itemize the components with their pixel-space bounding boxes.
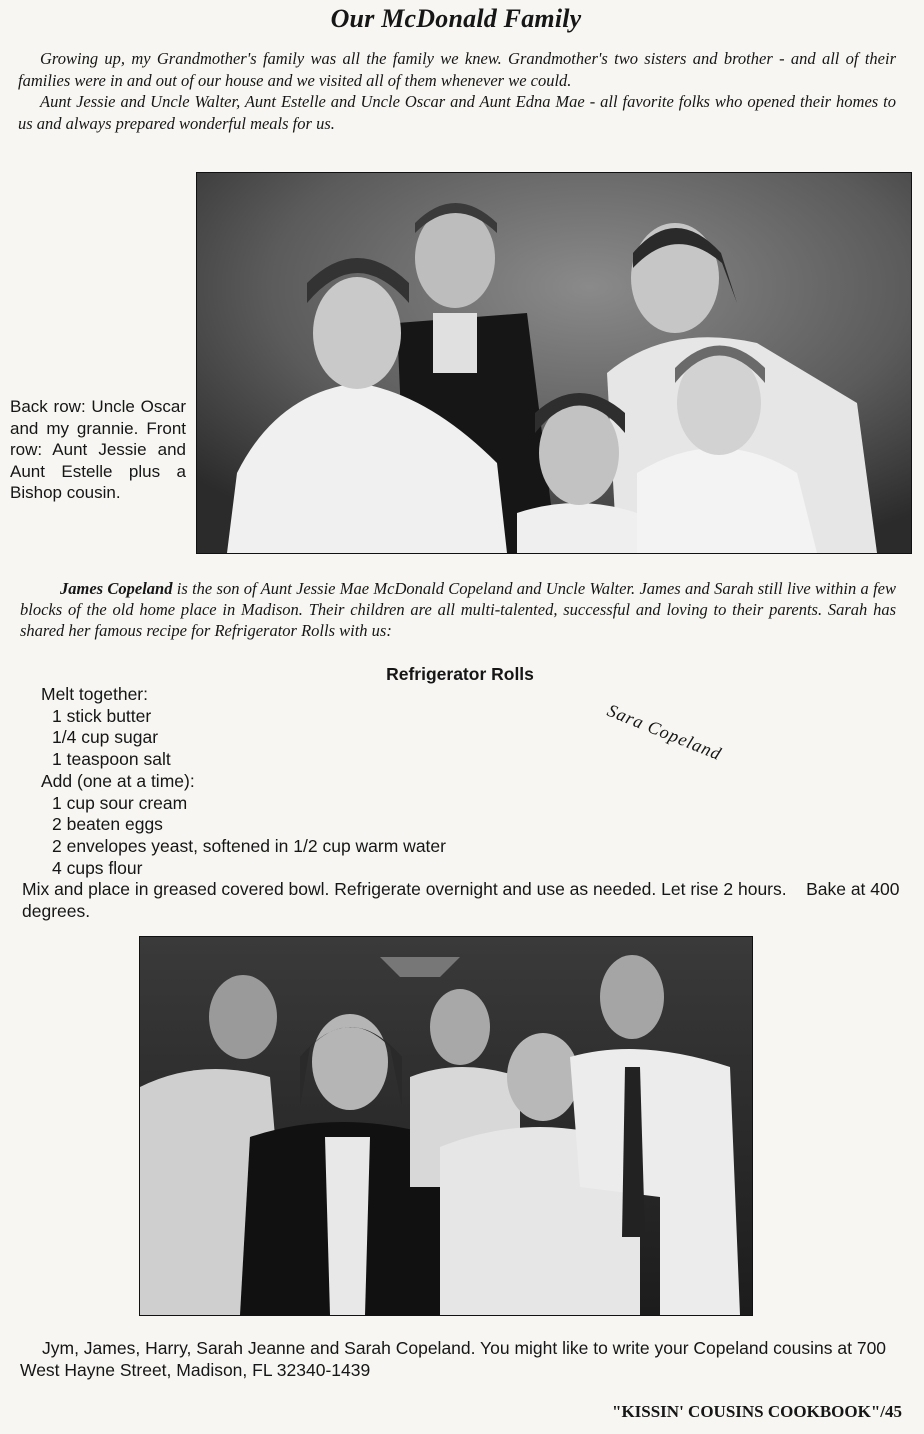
intro-text bbox=[18, 48, 896, 134]
story-text: is the son of Aunt Jessie Mae McDonald Copeland and Uncle Walter. James and Sarah still live within a few blocks of the old home place in Madison. Their children are all multi-talented, successful and loving to their parents. Sarah has shared her famous recipe for Refrigerator Rolls with us: bbox=[20, 579, 897, 640]
recipe-step-heading: Add (one at a time): bbox=[41, 770, 195, 791]
ingredient: 2 beaten eggs bbox=[52, 814, 163, 835]
ingredient: 1 cup sour cream bbox=[52, 792, 188, 813]
ingredient: 4 cups flour bbox=[52, 857, 143, 878]
recipe-body bbox=[22, 684, 905, 923]
historic-family-photo bbox=[196, 172, 912, 554]
intro-paragraph-2: Aunt Jessie and Uncle Walter, Aunt Estelle and Uncle Oscar and Aunt Edna Mae - all favorite folks who opened their homes to us and always prepared wonderful meals for us. bbox=[18, 92, 896, 133]
ingredient: 1 teaspoon salt bbox=[52, 749, 171, 770]
page-title: Our McDonald Family bbox=[330, 4, 582, 33]
handwritten-signature: Sara Copeland bbox=[604, 700, 725, 765]
story-paragraph bbox=[20, 578, 896, 641]
recipe-method: Mix and place in greased covered bowl. Refrigerate overnight and use as needed. Let rise 2 hours. Bake at 400 degrees. bbox=[22, 879, 905, 922]
historic-photo-image bbox=[197, 173, 911, 553]
page-footer: "KISSIN' COUSINS COOKBOOK"/45 bbox=[612, 1402, 902, 1421]
story-name: James Copeland bbox=[60, 579, 173, 598]
family-photo-caption: Jym, James, Harry, Sarah Jeanne and Sarah Copeland. You might like to write your Copeland cousins at 700 West Hayne Street, Madison, FL 32340-1439 bbox=[20, 1338, 887, 1380]
historic-photo-caption: Back row: Uncle Oscar and my grannie. Front row: Aunt Jessie and Aunt Estelle plus a Bishop cousin. bbox=[10, 397, 186, 503]
recipe-step-heading: Melt together: bbox=[41, 684, 148, 704]
ingredient: 1 stick butter bbox=[52, 705, 152, 726]
family-photo-image bbox=[140, 937, 752, 1315]
intro-paragraph-1: Growing up, my Grandmother's family was all the family we knew. Grandmother's two sisters and brother - and all of their families were in and out of our house and we visited all of them whenever we could. bbox=[18, 49, 896, 90]
ingredient: 2 envelopes yeast, softened in 1/2 cup warm water bbox=[52, 835, 446, 856]
recipe-title: Refrigerator Rolls bbox=[386, 664, 534, 684]
copeland-family-photo bbox=[139, 936, 753, 1316]
ingredient: 1/4 cup sugar bbox=[52, 727, 159, 748]
